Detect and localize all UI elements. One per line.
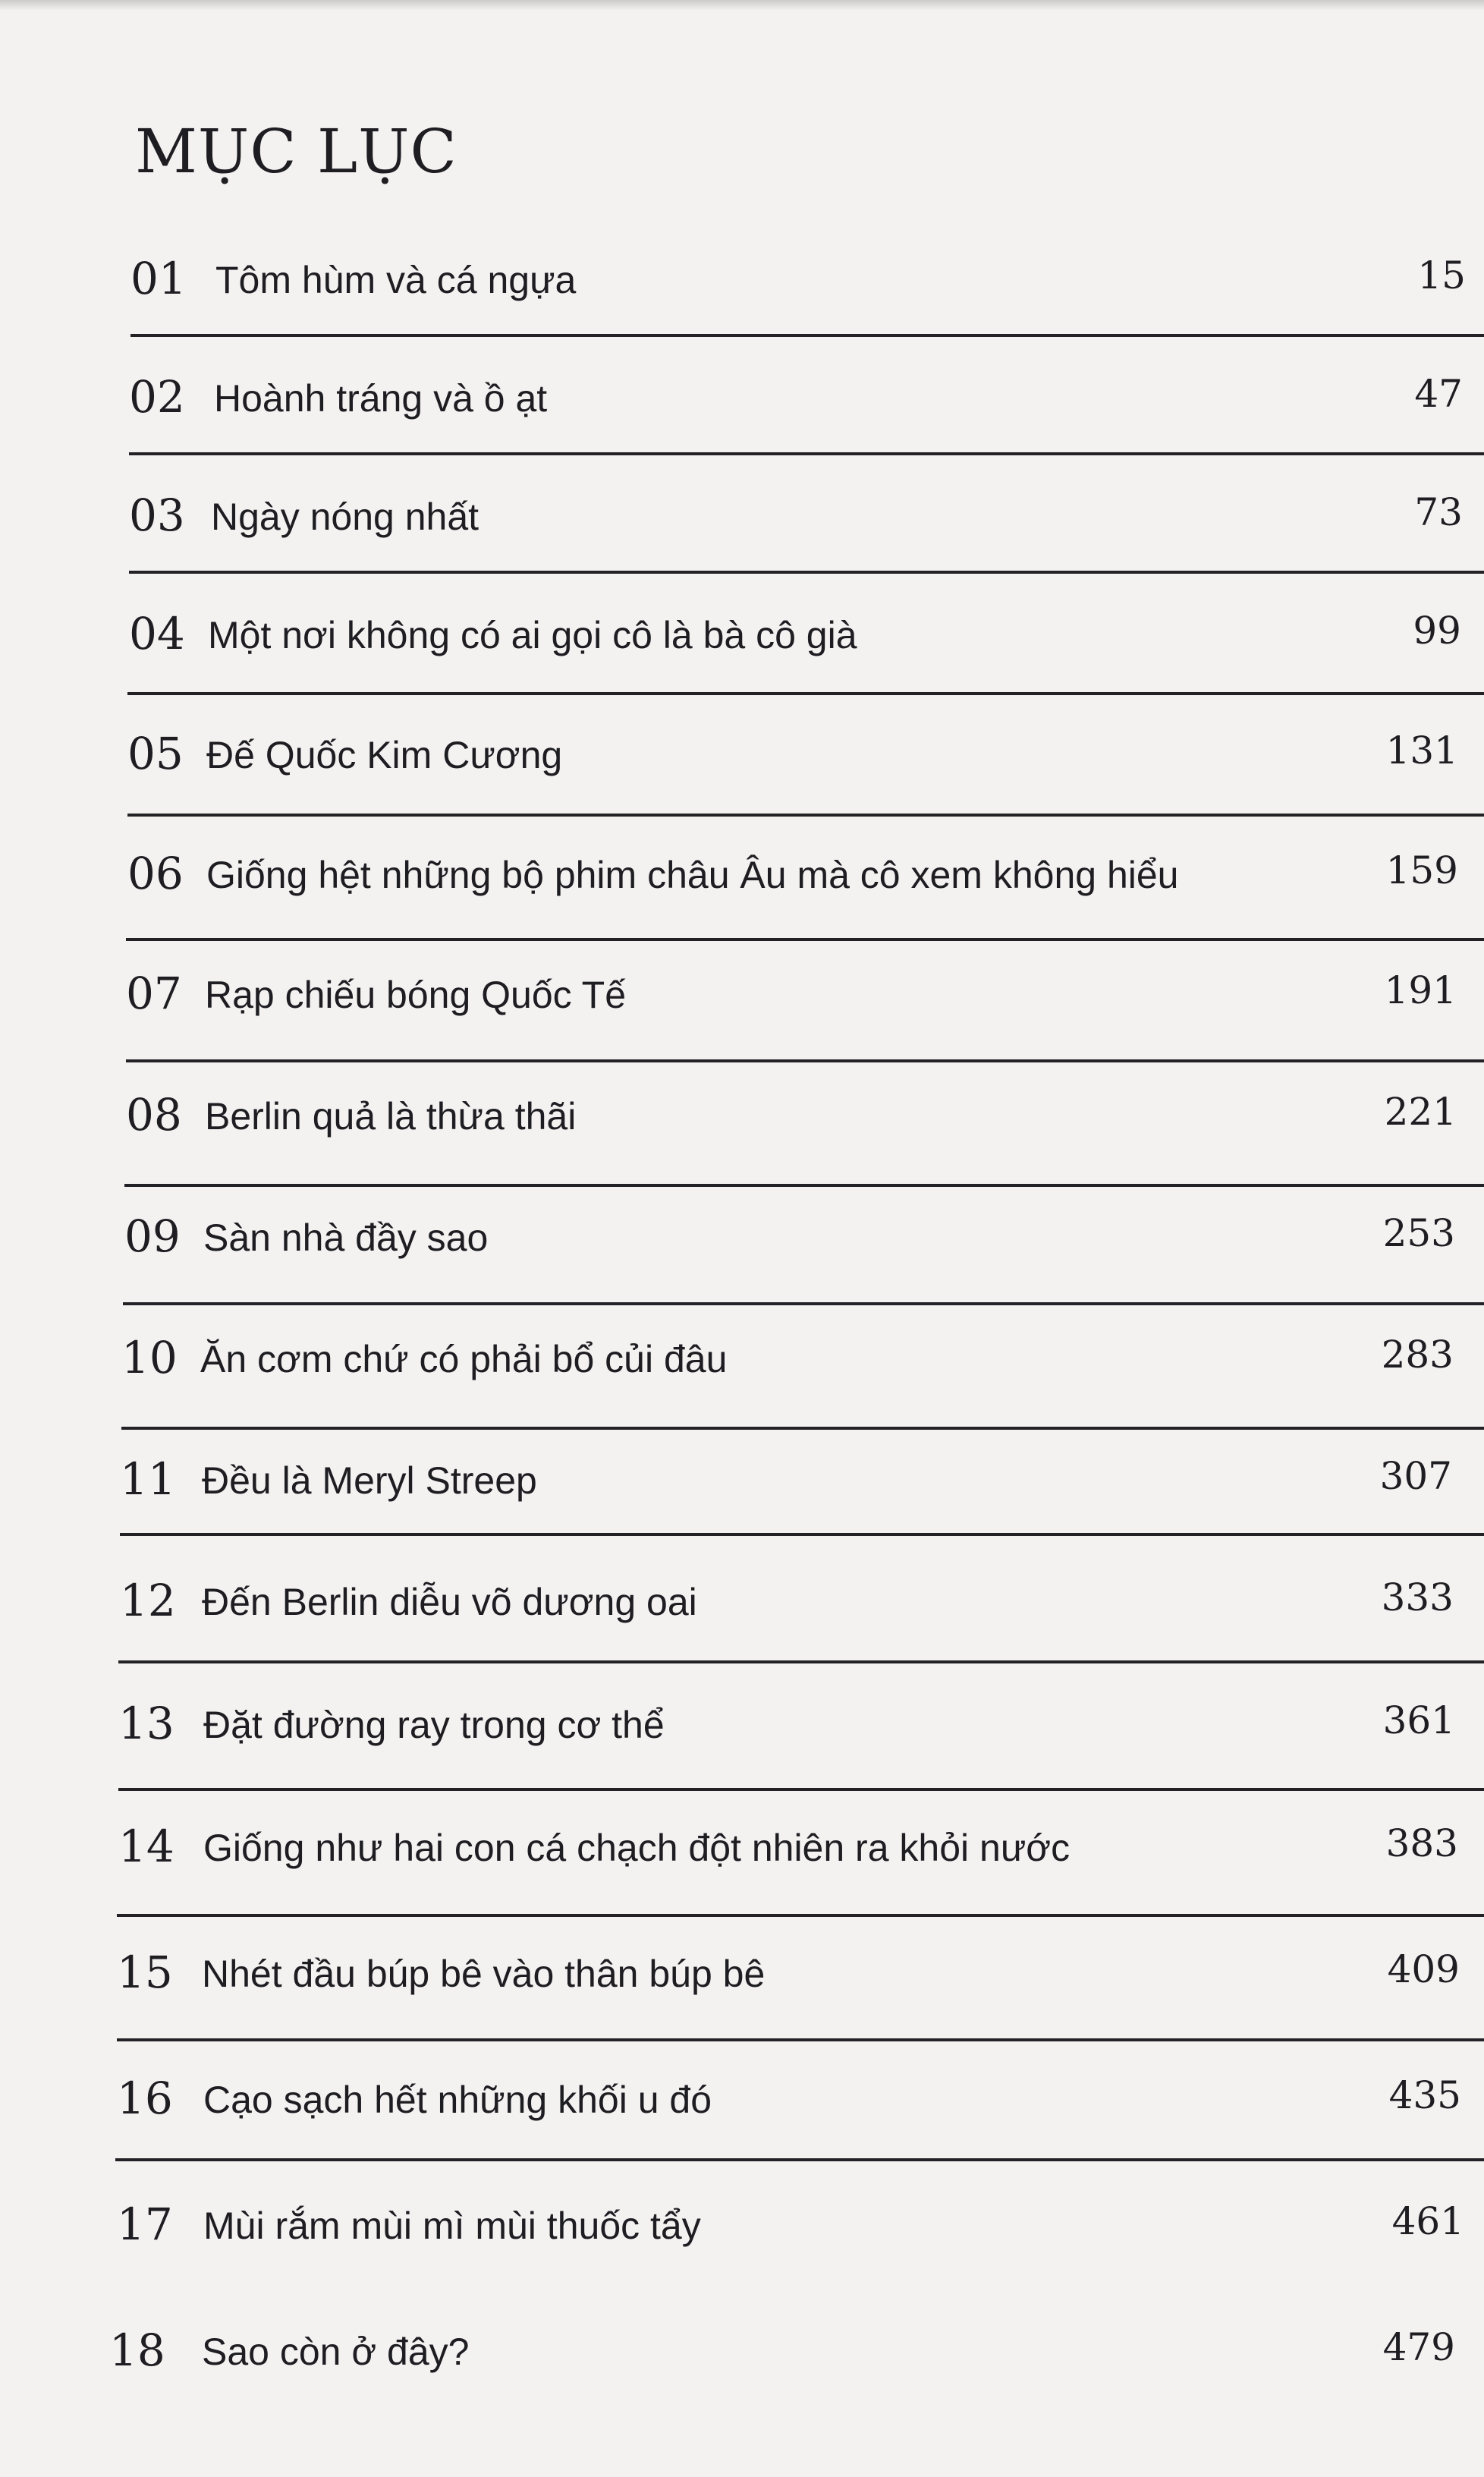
chapter-number: 06 [127,848,184,899]
divider [121,1427,1484,1430]
chapter-number: 07 [126,968,182,1019]
divider [118,1788,1484,1791]
chapter-number: 01 [130,253,187,304]
chapter-title: Rạp chiếu bóng Quốc Tế [205,974,627,1016]
chapter-title: Berlin quả là thừa thãi [205,1095,577,1138]
chapter-title: Tôm hùm và cá ngựa [215,259,577,301]
chapter-number: 08 [126,1089,182,1141]
page-number: 99 [1413,609,1461,653]
divider [117,1914,1484,1917]
chapter-number: 15 [117,1947,173,1998]
divider [118,1660,1484,1663]
divider [124,1184,1484,1187]
divider [127,692,1484,695]
divider [115,2158,1484,2161]
chapter-title: Ngày nóng nhất [211,496,479,538]
chapter-title: Hoành tráng và ồ ạt [214,377,548,420]
chapter-number: 10 [121,1332,178,1383]
page-number: 221 [1384,1090,1457,1134]
chapter-title: Đến Berlin diễu võ dương oai [202,1581,697,1623]
chapter-title: Sao còn ở đây? [202,2331,470,2373]
chapter-number: 04 [129,608,185,659]
page-number: 15 [1417,253,1466,297]
divider [123,1302,1484,1305]
divider [120,1533,1484,1536]
divider [126,1059,1484,1062]
chapter-title: Giống như hai con cá chạch đột nhiên ra khỏi nước [203,1827,1071,1869]
page-number: 191 [1384,968,1457,1012]
chapter-title: Đặt đường ray trong cơ thể [203,1704,665,1746]
page-number: 253 [1382,1211,1455,1255]
chapter-number: 14 [118,1821,174,1872]
chapter-title: Một nơi không có ai gọi cô là bà cô già [208,614,857,656]
page-number: 131 [1385,729,1458,773]
divider [129,452,1484,455]
divider [130,334,1484,337]
divider [126,938,1484,941]
page-title: MỤC LỤC [135,116,457,187]
chapter-number: 11 [120,1453,176,1505]
chapter-number: 18 [109,2324,165,2376]
chapter-title: Ăn cơm chứ có phải bổ củi đâu [200,1338,728,1380]
page-number: 73 [1414,490,1463,534]
page-number: 361 [1382,1698,1455,1742]
chapter-title: Đều là Meryl Streep [202,1459,537,1502]
chapter-number: 16 [117,2073,173,2124]
page-number: 435 [1388,2073,1461,2117]
toc-entry[interactable] [121,1332,1484,1442]
page-number: 333 [1381,1575,1454,1619]
chapter-number: 12 [120,1575,176,1626]
toc-entry[interactable] [120,1453,1484,1563]
chapter-number: 03 [129,489,185,541]
toc-entry[interactable] [130,253,1484,363]
page-number: 307 [1379,1454,1452,1498]
divider [117,2038,1484,2041]
chapter-number: 17 [117,2198,173,2250]
toc-entry[interactable] [127,848,1484,958]
chapter-number: 02 [129,371,185,423]
chapter-title: Sàn nhà đầy sao [203,1216,489,1259]
chapter-title: Cạo sạch hết những khối u đó [203,2079,712,2121]
divider [129,571,1484,574]
toc-entry[interactable] [126,1089,1484,1199]
chapter-title: Nhét đầu búp bê vào thân búp bê [202,1953,766,1995]
toc-entry[interactable] [118,1698,1484,1808]
page-number: 479 [1382,2325,1455,2369]
chapter-number: 13 [118,1698,174,1749]
toc-entry[interactable] [127,728,1484,838]
toc-entry[interactable] [117,2198,1484,2309]
toc-entry[interactable] [129,489,1484,600]
page-number: 383 [1385,1821,1458,1865]
toc-entry[interactable] [117,2073,1484,2183]
chapter-title: Đế Quốc Kim Cương [206,734,563,776]
page-number: 461 [1391,2199,1464,2243]
chapter-number: 05 [127,728,184,779]
chapter-title: Giống hệt những bộ phim châu Âu mà cô xem không hiểu [206,854,1179,896]
toc-entry[interactable] [129,608,1484,718]
toc-entry[interactable] [109,2324,1484,2435]
page-number: 47 [1414,372,1463,416]
page-number: 159 [1385,848,1458,892]
chapter-title: Mùi rắm mùi mì mùi thuốc tẩy [203,2205,701,2247]
toc-entry[interactable] [129,371,1484,481]
page-number: 283 [1381,1333,1454,1377]
page-number: 409 [1387,1947,1460,1991]
divider [127,814,1484,817]
toc-entry[interactable] [120,1575,1484,1685]
chapter-number: 09 [124,1210,181,1262]
